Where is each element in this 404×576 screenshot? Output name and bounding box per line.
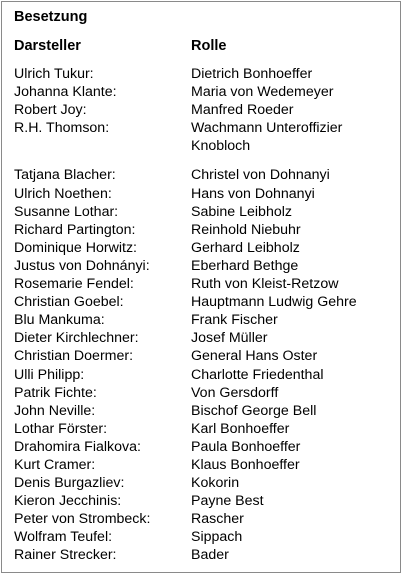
role-name (191, 101, 400, 119)
cast-row (2, 65, 400, 83)
actor-name: Christian Doermer: (14, 348, 134, 365)
role-name (191, 456, 400, 474)
header-actor: Darsteller (14, 38, 81, 54)
role-line: Karl Bonhoeffer (191, 420, 290, 437)
role-line: Payne Best (191, 493, 264, 510)
role-line: Charlotte Friedenthal (191, 366, 324, 383)
role-line-continued: Knobloch (191, 138, 251, 155)
actor-name: Susanne Lothar: (14, 203, 119, 220)
actor-name: Rosemarie Fendel: (14, 276, 134, 293)
actor-name: Peter von Strombeck: (14, 511, 151, 528)
actor-name: R.H. Thomson: (14, 120, 110, 137)
actor-name: Dieter Kirchlechner: (14, 330, 139, 347)
cast-row (2, 203, 400, 221)
actor-name: Patrik Fichte: (14, 384, 97, 401)
role-line: Maria von Wedemeyer (191, 84, 334, 101)
role-name (191, 275, 400, 293)
cast-box (1, 1, 401, 573)
actor-name: Blu Mankuma: (14, 312, 105, 329)
actor-name: Tatjana Blacher: (14, 167, 116, 184)
role-name (191, 510, 400, 528)
role-name (191, 311, 400, 329)
cast-row (2, 185, 400, 203)
role-line: Bader (191, 547, 229, 564)
role-line: Rascher (191, 511, 244, 528)
role-line: Dietrich Bonhoeffer (191, 66, 313, 82)
actor-name: John Neville: (14, 402, 96, 419)
cast-row (2, 257, 400, 275)
role-line: Eberhard Bethge (191, 257, 299, 274)
cast-row (2, 221, 400, 239)
actor-name: Rainer Strecker: (14, 547, 117, 564)
role-line: Paula Bonhoeffer (191, 438, 301, 455)
role-name (191, 65, 400, 83)
actor-name: Lothar Förster: (14, 420, 108, 437)
actor-name: Johanna Klante: (14, 84, 117, 101)
actor-name: Justus von Dohnányi: (14, 257, 150, 274)
role-line: Sippach (191, 529, 243, 546)
role-line: Hauptmann Ludwig Gehre (191, 294, 357, 311)
role-line: Frank Fischer (191, 312, 278, 329)
role-line: Bischof George Bell (191, 402, 317, 419)
role-name (191, 420, 400, 438)
header-role: Rolle (191, 38, 227, 54)
actor-name: Richard Partington: (14, 221, 136, 238)
role-name (191, 239, 400, 257)
role-name (191, 347, 400, 365)
cast-row (2, 510, 400, 528)
cast-row (2, 528, 400, 546)
role-line: Josef Müller (191, 330, 268, 347)
role-name (191, 293, 400, 311)
actor-name: Robert Joy: (14, 102, 87, 119)
role-name (191, 119, 400, 155)
actor-name: Drahomira Fialkova: (14, 438, 141, 455)
cast-row (2, 420, 400, 438)
role-name (191, 384, 400, 402)
cast-row (2, 83, 400, 101)
role-name (191, 366, 400, 384)
cast-row (2, 492, 400, 510)
role-line: Ruth von Kleist-Retzow (191, 276, 339, 293)
cast-row (2, 166, 400, 184)
actor-name: Kurt Cramer: (14, 456, 96, 473)
cast-row (2, 384, 400, 402)
actor-name: Ulrich Noethen: (14, 185, 112, 202)
role-name (191, 185, 400, 203)
role-name (191, 402, 400, 420)
cast-row (2, 239, 400, 257)
role-line: Kokorin (191, 475, 240, 492)
actor-name: Christian Goebel: (14, 294, 124, 311)
role-name (191, 83, 400, 101)
actor-name: Ulrich Tukur: (14, 66, 94, 82)
actor-name: Wolfram Teufel: (14, 529, 113, 546)
cast-row (2, 347, 400, 365)
role-name (191, 528, 400, 546)
cast-row (2, 546, 400, 564)
role-line: Manfred Roeder (191, 102, 294, 119)
role-name (191, 257, 400, 275)
cast-row (2, 311, 400, 329)
cast-row (2, 329, 400, 347)
cast-row (2, 119, 400, 155)
role-name (191, 438, 400, 456)
role-name (191, 203, 400, 221)
cast-row (2, 366, 400, 384)
actor-name: Denis Burgazliev: (14, 475, 125, 492)
role-line: Klaus Bonhoeffer (191, 456, 300, 473)
role-name (191, 492, 400, 510)
role-name (191, 546, 400, 564)
cast-row (2, 474, 400, 492)
role-line: Reinhold Niebuhr (191, 221, 301, 238)
role-name (191, 221, 400, 239)
role-line: Christel von Dohnanyi (191, 167, 330, 184)
actor-name: Kieron Jecchinis: (14, 493, 122, 510)
role-line: Hans von Dohnanyi (191, 185, 315, 202)
cast-row (2, 101, 400, 119)
cast-row (2, 402, 400, 420)
cast-list (2, 65, 400, 565)
role-line: Gerhard Leibholz (191, 239, 300, 256)
role-line: General Hans Oster (191, 348, 318, 365)
cast-row (2, 438, 400, 456)
role-name (191, 329, 400, 347)
role-name (191, 166, 400, 184)
actor-name: Dominique Horwitz: (14, 239, 137, 256)
cast-row (2, 293, 400, 311)
cast-row (2, 275, 400, 293)
section-title: Besetzung (14, 9, 88, 25)
role-name (191, 474, 400, 492)
actor-name: Ulli Philipp: (14, 366, 85, 383)
cast-row (2, 456, 400, 474)
role-line: Wachmann Unteroffizier (191, 120, 343, 137)
role-line: Sabine Leibholz (191, 203, 292, 220)
role-line: Von Gersdorff (191, 384, 279, 401)
